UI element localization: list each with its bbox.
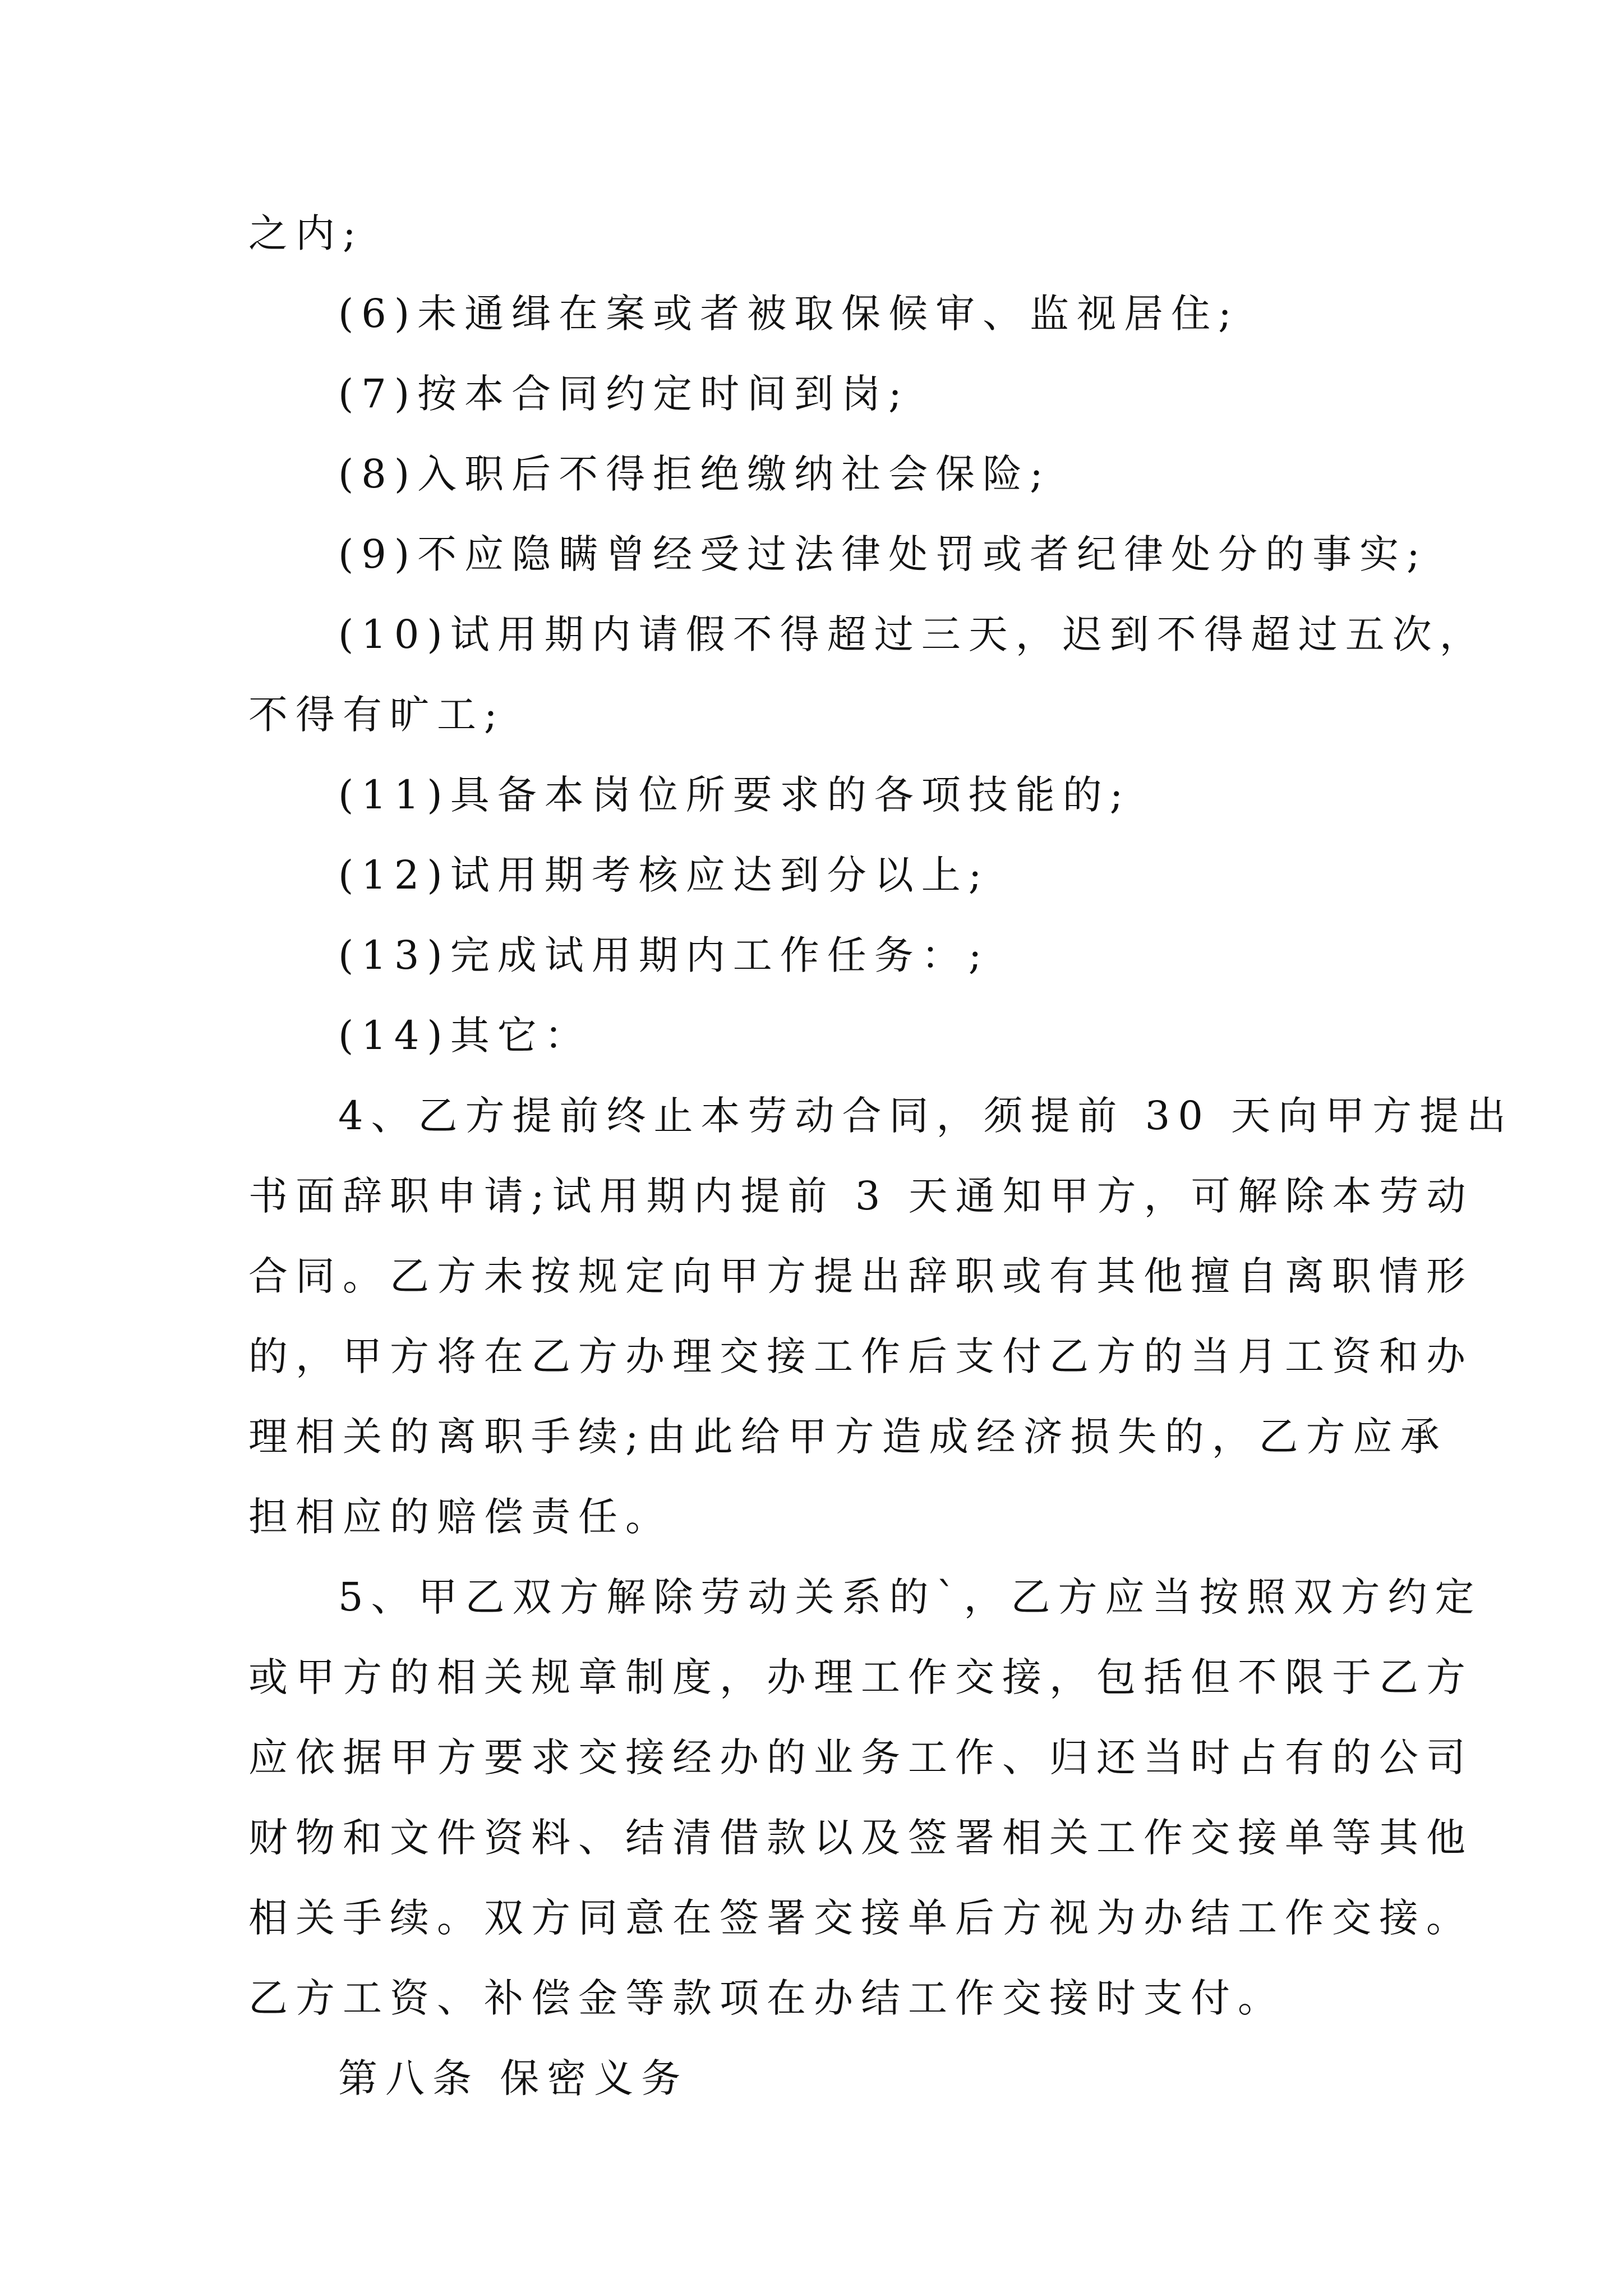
text-line: 4、乙方提前终止本劳动合同，须提前 30 天向甲方提出 xyxy=(338,1093,1514,1139)
text-line: 第八条 保密义务 xyxy=(338,2055,689,2101)
text-line: (9)不应隐瞒曾经受过法律处罚或者纪律处分的事实; xyxy=(338,531,1428,577)
text-line: 乙方工资、补偿金等款项在办结工作交接时支付。 xyxy=(248,1975,1285,2021)
text-line: 合同。乙方未按规定向甲方提出辞职或有其他擅自离职情形 xyxy=(248,1253,1473,1299)
text-line: 理相关的离职手续;由此给甲方造成经济损失的，乙方应承 xyxy=(248,1414,1447,1460)
text-line: 应依据甲方要求交接经办的业务工作、归还当时占有的公司 xyxy=(248,1734,1473,1780)
text-line: (8)入职后不得拒绝缴纳社会保险; xyxy=(338,451,1051,497)
text-line: 相关手续。双方同意在签署交接单后方视为办结工作交接。 xyxy=(248,1895,1473,1941)
text-line: 的，甲方将在乙方办理交接工作后支付乙方的当月工资和办 xyxy=(248,1333,1473,1379)
text-line: (10)试用期内请假不得超过三天，迟到不得超过五次， xyxy=(338,611,1487,657)
text-line: (11)具备本岗位所要求的各项技能的; xyxy=(338,772,1131,818)
text-line: (14)其它： xyxy=(338,1013,592,1059)
text-line: 5、甲乙双方解除劳动关系的`，乙方应当按照双方约定 xyxy=(338,1574,1482,1620)
text-line: 书面辞职申请;试用期内提前 3 天通知甲方，可解除本劳动 xyxy=(248,1173,1474,1219)
text-line: 之内; xyxy=(248,210,364,256)
text-line: (6)未通缉在案或者被取保候审、监视居住; xyxy=(338,291,1239,337)
text-line: (12)试用期考核应达到分以上; xyxy=(338,852,990,898)
text-line: 财物和文件资料、结清借款以及签署相关工作交接单等其他 xyxy=(248,1815,1473,1861)
text-line: 担相应的赔偿责任。 xyxy=(248,1494,672,1540)
text-line: 不得有旷工; xyxy=(248,692,505,738)
document-body xyxy=(248,194,1514,2119)
text-line: (7)按本合同约定时间到岗; xyxy=(338,371,910,417)
text-line: 或甲方的相关规章制度，办理工作交接，包括但不限于乙方 xyxy=(248,1654,1473,1700)
text-line: (13)完成试用期内工作任务：; xyxy=(338,932,990,978)
